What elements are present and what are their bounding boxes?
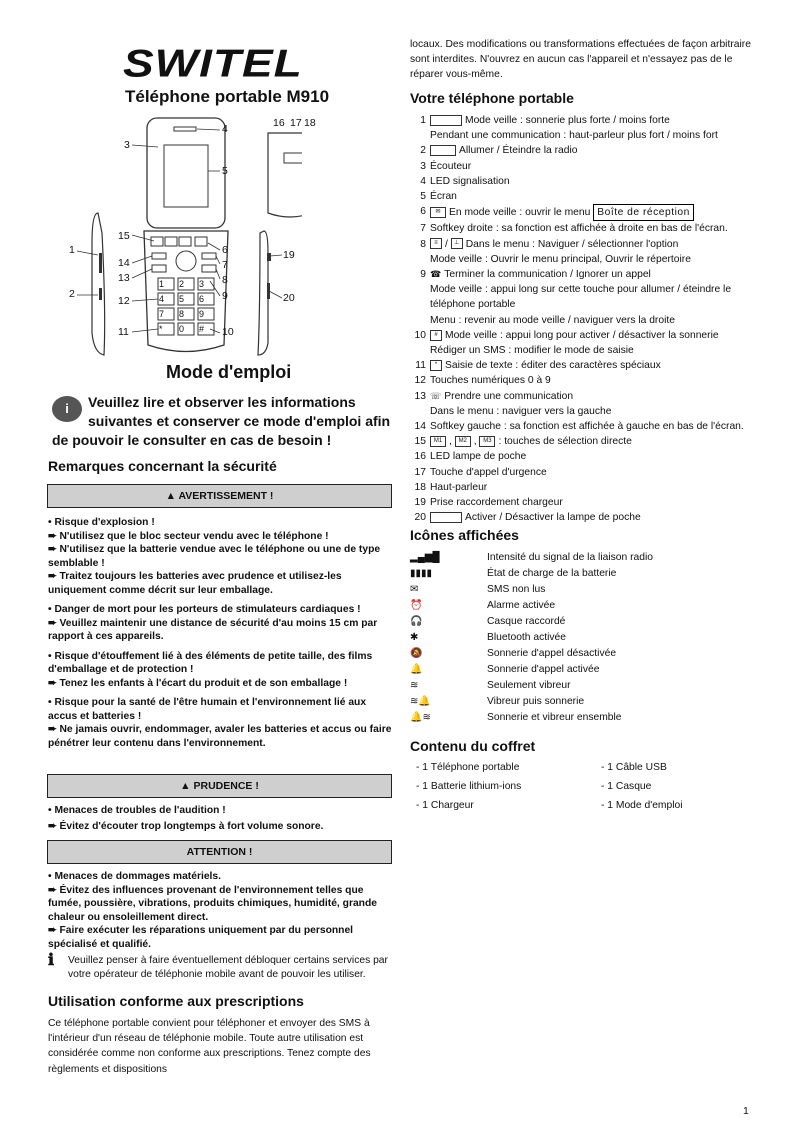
info-icon: ℹ [48, 952, 55, 969]
ringer-on-icon: 🔔 [410, 664, 423, 675]
manual-title: Mode d'emploi [166, 362, 292, 382]
icon-desc: Intensité du signal de la liaison radio [487, 552, 654, 563]
item-text: Écran [430, 191, 457, 203]
warning-item: • Risque d'explosion ! [48, 517, 155, 528]
attention-item: ➨ Évitez des influences provenant de l'environnement telles que fumée, poussière, vibrations, produits chimiques, humidité, grande chaleur ou ensoleillement direct. [48, 884, 377, 923]
ringer-off-icon: 🔕 [410, 648, 423, 659]
box-contents-title: Contenu du coffret [410, 738, 536, 754]
envelope-key-icon: ✉ [430, 207, 446, 218]
phone-title: Votre téléphone portable [410, 90, 574, 106]
product-title: Téléphone portable M910 [125, 87, 330, 106]
caution-item: • Menaces de troubles de l'audition ! [48, 805, 226, 816]
fig-label-12: 12 [118, 295, 130, 307]
caution-triangle-icon: ▲ [180, 780, 194, 792]
item-text: Terminer la communication / Ignorer un appel [444, 269, 651, 281]
read-notice [52, 393, 395, 450]
item-num: 3 [420, 160, 426, 172]
item-text: : touches de sélection directe [498, 436, 632, 448]
warning-item: ➨ Traitez toujours les batteries avec prudence et utilisez-les uniquement comme décrit sur leur emballage. [48, 571, 342, 596]
icon-list [410, 550, 760, 726]
warning-item: ➨ N'utilisez que le bloc secteur vendu avec le téléphone ! [48, 530, 329, 542]
fig-label-18: 18 [304, 117, 316, 129]
fig-label-20: 20 [283, 292, 295, 304]
m3-key-icon: M3 [479, 436, 495, 447]
icon-desc: Sonnerie d'appel désactivée [487, 648, 617, 659]
fig-label-3: 3 [124, 139, 130, 151]
fig-label-17: 17 [290, 117, 302, 129]
icon-desc: État de charge de la batterie [487, 568, 617, 579]
item-num: 11 [415, 360, 426, 372]
item-text: Écouteur [430, 160, 472, 172]
hash-key-icon: # [430, 330, 442, 341]
item-num: 6 [420, 206, 426, 218]
warning-items [48, 516, 393, 756]
fig-label-1: 1 [69, 244, 75, 256]
warning-bar [47, 484, 392, 508]
item-text: Prendre une communication [444, 390, 574, 402]
item-text: Touches numériques 0 à 9 [430, 375, 551, 387]
inbox-label: Boîte de réception [593, 204, 694, 221]
fig-label-5: 5 [222, 165, 228, 177]
item-num: 1 [420, 115, 426, 126]
alarm-icon: ⏰ [410, 600, 423, 611]
volume-key-icon [430, 115, 462, 126]
item-text: Dans le menu : Naviguer / sélectionner l'option [465, 238, 679, 250]
item-text: Rédiger un SMS : modifier le mode de saisie [430, 345, 634, 357]
attention-item: ➨ Faire exécuter les réparations uniquement par du personnel spécialisé et qualifié. [48, 925, 354, 950]
signal-icon: ▂▄▆█ [410, 552, 440, 563]
fig-label-6: 6 [222, 244, 228, 256]
fig-label-2: 2 [69, 288, 75, 300]
item-num: 2 [420, 145, 426, 157]
menu-key-icon: ≡ [430, 238, 442, 249]
bluetooth-icon: ✱ [410, 632, 419, 643]
usage-continued: locaux. Des modifications ou transformations effectuées de façon arbitraire sont interdites. N'ouvrez en aucun cas l'appareil et n'essayez pas de le réparer vous-même. [410, 39, 751, 81]
brand-logo: SWITEL [123, 40, 303, 86]
item-text: Softkey gauche : sa fonction est affichée à gauche en bas de l'écran. [430, 421, 744, 433]
item-num [410, 128, 426, 143]
box-item: - 1 Chargeur [416, 800, 474, 811]
box-item: - 1 Téléphone portable [416, 762, 520, 773]
item-num: 8 [420, 238, 426, 250]
icon-desc: SMS non lus [487, 584, 546, 595]
icon-desc: Bluetooth activée [487, 632, 566, 643]
warning-item: • Risque pour la santé de l'être humain et l'environnement lié aux accus et batteries ! [48, 697, 367, 722]
icon-desc: Vibreur puis sonnerie [487, 696, 585, 707]
item-num: 7 [420, 223, 426, 235]
ring-and-vibrate-icon: 🔔≋ [410, 712, 431, 723]
key-2: 2 [179, 279, 185, 289]
caution-items [48, 804, 393, 839]
key-9: 9 [199, 309, 205, 319]
item-num [410, 343, 426, 358]
icon-desc: Sonnerie et vibreur ensemble [487, 712, 622, 723]
item-text: Mode veille : sonnerie plus forte / moins forte [465, 115, 670, 126]
item-text: Haut-parleur [430, 481, 488, 493]
item-num: 10 [414, 329, 426, 341]
icon-desc: Seulement vibreur [487, 680, 571, 691]
fig-label-10: 10 [222, 326, 234, 338]
caution-label: PRUDENCE ! [193, 780, 259, 792]
key-hash: # [199, 324, 205, 334]
phone-drawing [62, 113, 302, 358]
item-text: Mode veille : appui long pour activer / désactiver la sonnerie [445, 329, 719, 341]
warning-item: • Risque d'étouffement lié à des éléments de petite taille, des films d'emballage et de protection ! [48, 650, 373, 675]
attention-label: ATTENTION ! [186, 846, 253, 858]
warning-item: ➨ Veuillez maintenir une distance de sécurité d'au moins 15 cm par rapport à ces appareils. [48, 617, 378, 642]
item-text: Mode veille : appui long sur cette touche pour allumer / éteindre le téléphone portable [430, 284, 732, 311]
caution-bar [47, 774, 392, 798]
item-num: 18 [414, 481, 426, 493]
attention-bar [47, 840, 392, 864]
fig-label-14: 14 [118, 257, 130, 269]
item-text: Touche d'appel d'urgence [430, 466, 547, 478]
key-0: 0 [179, 324, 185, 334]
key-8: 8 [179, 309, 185, 319]
warning-item: ➨ N'utilisez que la batterie vendue avec le téléphone ou une de type semblable ! [48, 544, 381, 569]
warning-item: ➨ Tenez les enfants à l'écart du produit et de son emballage ! [48, 677, 348, 689]
key-star: * [159, 324, 163, 334]
caution-item: ➨ Évitez d'écouter trop longtemps à fort volume sonore. [48, 820, 324, 832]
vibrate-then-ring-icon: ≋🔔 [410, 696, 431, 707]
item-text: Activer / Désactiver la lampe de poche [465, 512, 641, 524]
item-num: 4 [420, 175, 426, 187]
item-num: 13 [414, 390, 426, 402]
page-number: 1 [743, 1105, 749, 1117]
fig-label-11: 11 [118, 326, 129, 338]
key-7: 7 [159, 309, 165, 319]
safety-title: Remarques concernant la sécurité [48, 458, 277, 474]
item-num: 5 [420, 191, 426, 203]
radio-key-icon [430, 145, 456, 156]
info-book-icon: i [52, 396, 82, 422]
vibrate-icon: ≋ [410, 680, 419, 691]
item-text: Allumer / Éteindre la radio [459, 145, 578, 157]
fig-label-16: 16 [273, 117, 285, 129]
usage-title: Utilisation conforme aux prescriptions [48, 993, 304, 1009]
icon-desc: Sonnerie d'appel activée [487, 664, 600, 675]
warning-item: ➨ Ne jamais ouvrir, endommager, avaler les batteries et accus ou faire pénétrer leur contenu dans l'environnement. [48, 724, 392, 749]
contacts-key-icon: ⊥ [451, 238, 463, 249]
item-num: 9 [420, 269, 426, 281]
item-text: Menu : revenir au mode veille / naviguer vers la droite [430, 314, 675, 326]
flashlight-key-icon [430, 512, 462, 523]
key-4: 4 [159, 294, 165, 304]
phone-diagram [62, 113, 302, 358]
key-3: 3 [199, 279, 205, 289]
info-note-text: Veuillez penser à faire éventuellement débloquer certains services par votre opérateur de téléphonie mobile avant de pouvoir les utiliser. [68, 955, 388, 980]
box-item: - 1 Casque [601, 781, 652, 792]
item-num: 19 [414, 497, 426, 509]
call-icon: ☏ [430, 390, 442, 401]
box-contents [416, 762, 756, 819]
usage-text: Ce téléphone portable convient pour téléphoner et envoyer des SMS à l'intérieur d'un réseau de téléphonie mobile. Toute autre utilisation est considérée comme non conforme aux prescriptions. Tenez compte des règlements et dispositions [48, 1018, 371, 1075]
key-6: 6 [199, 294, 205, 304]
warning-item: • Danger de mort pour les porteurs de stimulateurs cardiaques ! [48, 604, 361, 615]
headset-icon: 🎧 [410, 616, 423, 627]
item-num: 20 [414, 512, 426, 524]
read-notice-text: Veuillez lire et observer les informations suivantes et conserver ce mode d'emploi afin de pouvoir le consulter en cas de besoin ! [52, 394, 391, 448]
item-text: Mode veille : Ouvrir le menu principal, Ouvrir le répertoire [430, 253, 691, 265]
box-item: - 1 Mode d'emploi [601, 800, 683, 811]
item-num: 16 [414, 451, 426, 463]
item-text: LED signalisation [430, 175, 510, 187]
item-text: Saisie de texte : éditer des caractères spéciaux [445, 360, 661, 372]
item-num [410, 404, 426, 419]
item-text: Prise raccordement chargeur [430, 497, 563, 509]
info-note [48, 954, 393, 981]
fig-label-4: 4 [222, 123, 228, 135]
item-text: Dans le menu : naviguer vers la gauche [430, 405, 612, 417]
m2-key-icon: M2 [455, 436, 471, 447]
warning-triangle-icon: ▲ [165, 490, 179, 502]
fig-label-13: 13 [118, 272, 130, 284]
warning-label: AVERTISSEMENT ! [178, 490, 274, 502]
phone-items: 1 Mode veille : sonnerie plus forte / moins forte Pendant une communication : haut-parleur plus fort / moins fort 2 Allumer / Éteindre la radio 3 Écouteur 4 LED signalisation 5 Écran 6 ✉ En mode veille : ouvrir le menu Boîte de réception 7 Softkey droite : sa fonction est affichée à droite en bas de l'écran. 8 ≡ / ⊥ Dans le menu : Naviguer / sélectionner l'option Mode veille : Ouvrir le menu principal, Ouvrir le répertoire 9 ☎ Terminer la communication / Ignorer un appel Mode veille : appui long sur cette touche pour allumer / éteindre le téléphone portable Menu : revenir au mode veille / naviguer vers la droite 10 # Mode veille : appui long pour activer / désactiver la sonnerie Rédiger un SMS : modifier le mode de saisie 11 * Saisie de texte : éditer des caractères spéciaux 12 Touches numériques 0 à 9 13 ☏ Prendre une communication Dans le menu : naviguer vers la gauche 14 Softkey gauche : sa fonction est affichée à gauche en bas de l'écran. 15 M1 , M2 , M3 : touches de sélection directe 16 LED lampe de poche 17 Touche d'appel d'urgence 18 Haut-parleur 19 Prise raccordement chargeur 20 Activer / Désactiver la lampe de poche [410, 113, 760, 525]
item-text: Softkey droite : sa fonction est affichée à droite en bas de l'écran. [430, 223, 728, 235]
icon-desc: Casque raccordé [487, 616, 566, 627]
box-item: - 1 Batterie lithium-ions [416, 781, 522, 792]
key-1: 1 [159, 279, 165, 289]
box-item: - 1 Câble USB [601, 762, 667, 773]
item-num: 15 [414, 436, 426, 448]
fig-label-8: 8 [222, 274, 228, 286]
m1-key-icon: M1 [430, 436, 446, 447]
item-num: 14 [414, 421, 426, 433]
item-text: LED lampe de poche [430, 451, 527, 463]
item-num [410, 282, 426, 312]
fig-label-15: 15 [118, 230, 130, 242]
icons-title: Icônes affichées [410, 527, 519, 543]
item-num [410, 252, 426, 267]
icon-desc: Alarme activée [487, 600, 556, 611]
battery-icon: ▮▮▮▮ [410, 568, 433, 579]
fig-label-7: 7 [222, 259, 228, 271]
attention-items [48, 870, 393, 951]
fig-label-9: 9 [222, 290, 228, 302]
item-num [410, 313, 426, 328]
end-call-icon: ☎ [430, 269, 442, 280]
fig-label-19: 19 [283, 249, 295, 261]
item-text: En mode veille : ouvrir le menu [449, 207, 591, 219]
star-key-icon: * [430, 360, 442, 371]
item-num: 12 [414, 375, 426, 387]
key-5: 5 [179, 294, 185, 304]
item-num: 17 [414, 466, 426, 478]
item-text: Pendant une communication : haut-parleur plus fort / moins fort [430, 130, 718, 142]
sms-icon: ✉ [410, 584, 419, 595]
attention-item: • Menaces de dommages matériels. [48, 871, 222, 882]
